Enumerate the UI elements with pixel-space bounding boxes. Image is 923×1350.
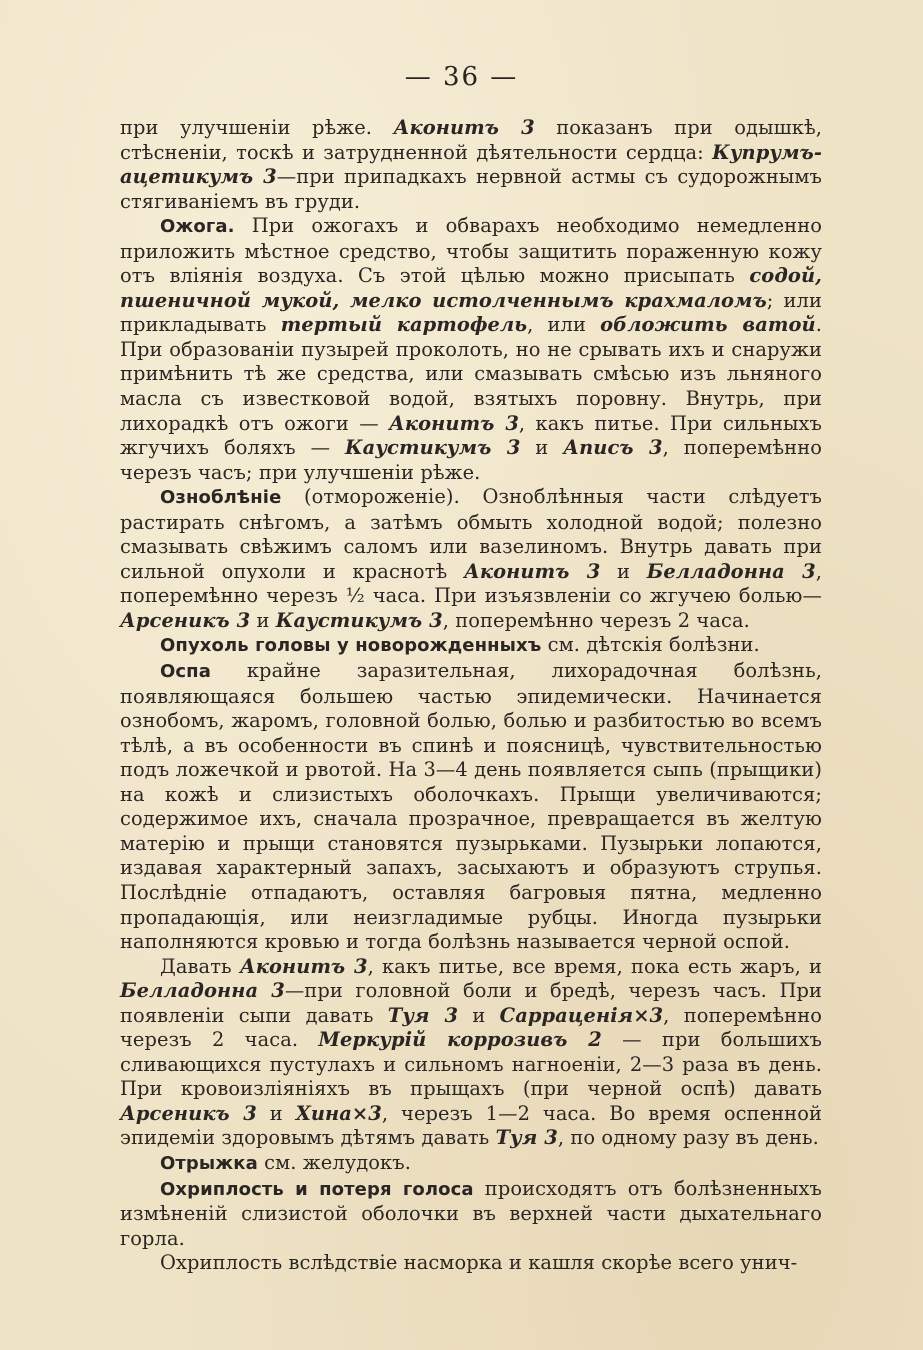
remedy-name: Белладонна 3 bbox=[646, 559, 816, 583]
text-run: и bbox=[600, 559, 647, 583]
remedy-name: Купрумъ-ацетикумъ 3 bbox=[120, 140, 822, 189]
remedy-name: Аконитъ 3 bbox=[464, 559, 601, 583]
remedy-name: содой, пшеничной мукой, мелко истолченнымъ крахмаломъ bbox=[120, 264, 822, 312]
text-run: и bbox=[256, 1101, 296, 1125]
text-run: (отмороженіе). Озноблѣнныя части слѣдуетъ растирать снѣгомъ, а затѣмъ обмыть холодной водой; полезно смазывать свѣжимъ саломъ или вазелиномъ. Внутрь давать при сильной опухоли и краснотѣ bbox=[120, 485, 822, 583]
paragraph-belching bbox=[120, 1151, 822, 1177]
text-run: и bbox=[458, 1003, 500, 1027]
text-run: При ожогахъ и обварахъ необходимо немедленно приложить мѣстное средство, чтобы защитить пораженную кожу отъ вліянія воздуха. Съ этой цѣлью можно присыпать bbox=[120, 214, 822, 288]
text-run: см. желудокъ. bbox=[257, 1150, 411, 1174]
body-text bbox=[120, 116, 822, 1276]
entry-heading: Охриплость и потеря голоса bbox=[160, 1178, 474, 1200]
remedy-name: тертый картофель bbox=[280, 313, 528, 337]
entry-heading: Опухоль головы у новорожденныхъ bbox=[160, 635, 542, 657]
paragraph-asthma-cont bbox=[120, 116, 822, 214]
entry-heading: Озноблѣніе bbox=[160, 487, 282, 509]
text-run: Охриплость вслѣдствіе насморка и кашля скорѣе всего унич- bbox=[160, 1251, 798, 1275]
paragraph-hoarseness-cold bbox=[120, 1251, 822, 1276]
text-run: , какъ питье, все время, пока есть жаръ, и bbox=[367, 954, 823, 978]
remedy-name: Туя 3 bbox=[387, 1003, 459, 1027]
text-run: см. дѣтскія болѣзни. bbox=[541, 633, 760, 657]
text-run: , по одному разу въ день. bbox=[557, 1126, 819, 1150]
remedy-name: Туя 3 bbox=[495, 1126, 558, 1150]
paragraph-burns bbox=[120, 214, 822, 485]
text-run: —при головной боли и бредѣ, черезъ часъ. При появленіи сыпи давать bbox=[120, 979, 822, 1027]
text-run: , поперемѣнно черезъ 2 часа. bbox=[120, 1003, 822, 1052]
text-run: , поперемѣнно черезъ часъ; при улучшеніи рѣже. bbox=[120, 436, 823, 484]
paragraph-hoarseness bbox=[120, 1177, 822, 1252]
paragraph-frostbite bbox=[120, 485, 822, 633]
remedy-name: Аконитъ 3 bbox=[393, 116, 535, 139]
remedy-name: Каустикумъ 3 bbox=[275, 608, 443, 632]
remedy-name: Каустикумъ 3 bbox=[344, 436, 521, 460]
text-run: показанъ при одышкѣ, стѣсненіи, тоскѣ и затрудненной дѣятельности сердца: bbox=[120, 116, 823, 164]
remedy-name: Аконитъ 3 bbox=[239, 954, 368, 978]
text-run: . При образованіи пузырей проколоть, но не срывать ихъ и снаружи примѣнить тѣ же средства, или смазывать смѣсью изъ льняного масла съ известковой водой, взятыхъ поровну. Внутрь, при лихорадкѣ отъ ожоги — bbox=[120, 313, 822, 435]
remedy-name: Аписъ 3 bbox=[563, 436, 663, 460]
remedy-name: Белладонна 3 bbox=[120, 979, 285, 1003]
page-number: — 36 — bbox=[404, 62, 519, 92]
entry-heading: Отрыжка bbox=[160, 1152, 258, 1174]
text-run: при улучшеніи рѣже. bbox=[120, 116, 394, 139]
text-run: , поперемѣнно черезъ ½ часа. При изъязвленіи со жгучею болью— bbox=[120, 559, 822, 608]
remedy-name: Хина×3 bbox=[295, 1101, 382, 1125]
remedy-name: Арсеникъ 3 bbox=[120, 1101, 257, 1125]
text-run: , черезъ 1—2 часа. Во время оспенной эпидеміи здоровымъ дѣтямъ давать bbox=[120, 1101, 823, 1150]
text-run: —при припадкахъ нервной астмы съ судорожнымъ стягиваніемъ въ груди. bbox=[120, 165, 822, 213]
text-run: и bbox=[250, 608, 276, 632]
paragraph-smallpox-treatment bbox=[120, 955, 822, 1151]
text-run: — при большихъ сливающихся пустулахъ и сильномъ нагноеніи, 2—3 раза въ день. При кровоизліяніяхъ въ прыщахъ (при черной оспѣ) давать bbox=[120, 1028, 822, 1101]
remedy-name: Меркурій коррозивъ 2 bbox=[318, 1028, 602, 1052]
remedy-name: Аконитъ 3 bbox=[389, 411, 519, 435]
paragraph-newborn-head-swelling bbox=[120, 633, 822, 659]
text-run: , поперемѣнно черезъ 2 часа. bbox=[442, 608, 750, 632]
text-run: ; или прикладывать bbox=[120, 288, 822, 337]
remedy-name: обложить ватой bbox=[600, 313, 816, 337]
paragraph-smallpox bbox=[120, 659, 822, 955]
text-run: и bbox=[520, 436, 564, 460]
text-run: Давать bbox=[160, 954, 240, 978]
text-run: происходятъ отъ болѣзненныхъ измѣненій слизистой оболочки въ верхней части дыхательнаго горла. bbox=[120, 1176, 822, 1250]
text-run: крайне заразительная, лихорадочная болѣзнь, появляющаяся большею частью эпидемически. Начинается ознобомъ, жаромъ, головной болью, болью и разбитостью во всемъ тѣлѣ, а въ особенности въ спинѣ и поясницѣ, чувствительностью подъ ложечкой и рвотой. На 3—4 день появляется сыпь (прыщики) на кожѣ и слизистыхъ оболочкахъ. Прыщи увеличиваются; содержимое ихъ, сначала прозрачное, превращается въ желтую матерію и прыщи становятся пузырьками. Пузырьки лопаются, издавая характерный запахъ, засыхаютъ и образуютъ струпья. Послѣдніе отпадаютъ, оставляя багровыя пятна, медленно пропадающія, или неизгладимые рубцы. Иногда пузырьки наполняются кровью и тогда болѣзнь называется черной оспой. bbox=[120, 659, 822, 954]
text-run: , или bbox=[527, 313, 601, 337]
remedy-name: Сарраценія×3 bbox=[499, 1003, 664, 1027]
entry-heading: Ожога. bbox=[160, 216, 235, 238]
entry-heading: Оспа bbox=[160, 661, 211, 683]
text-run: , какъ питье. При сильныхъ жгучихъ боляхъ — bbox=[120, 411, 822, 460]
remedy-name: Арсеникъ 3 bbox=[120, 608, 251, 632]
